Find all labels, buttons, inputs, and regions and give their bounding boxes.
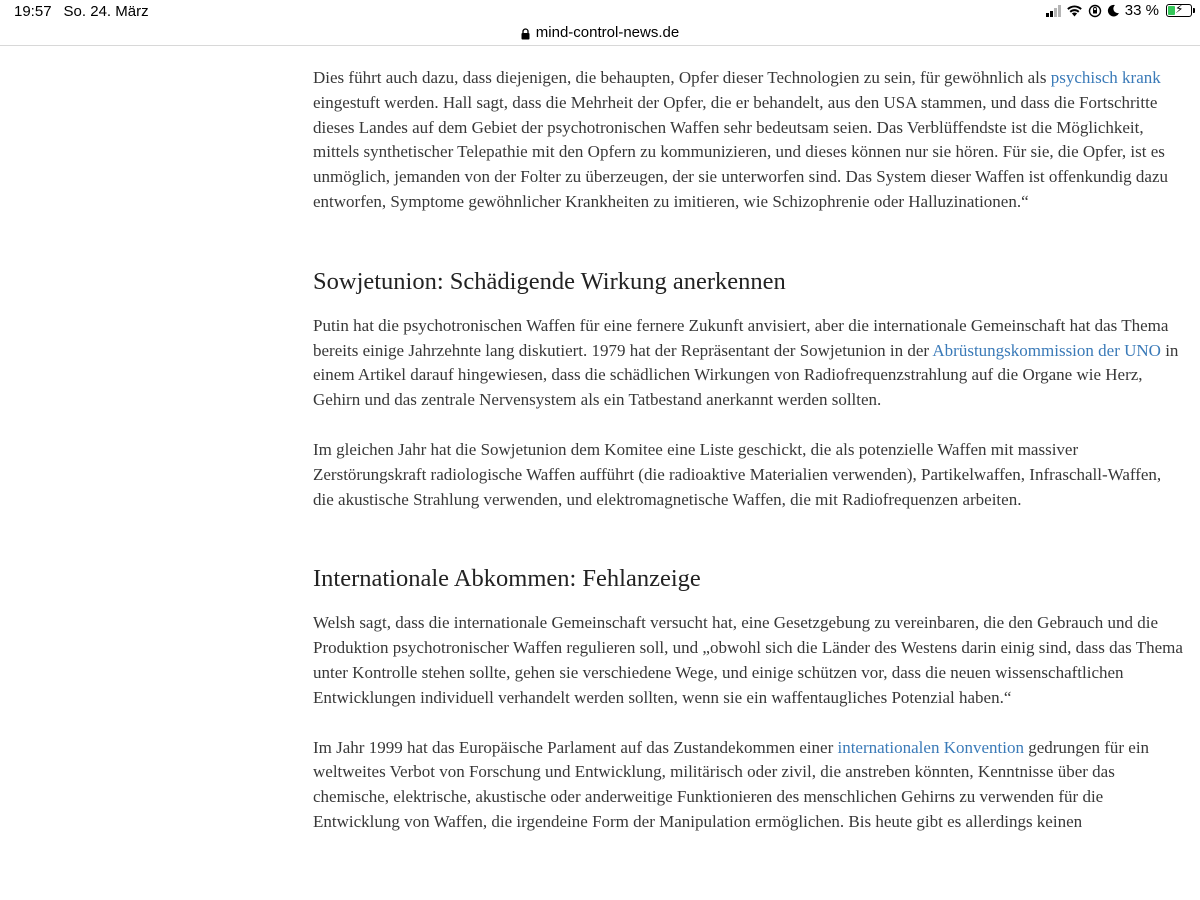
- status-right: [1046, 2, 1192, 19]
- paragraph-3: Im gleichen Jahr hat die Sowjetunion dem Komitee eine Liste geschickt, die als potenzielle Waffen mit massiver Zerstörungskraft radiologische Waffen aufführt (die radioaktive Materialien verwenden), Partikelwaffen, Infraschall-Waffen, die akustische Strahlung verwenden, und elektromagnetische Waffen, die mit Radiofrequenzen arbeiten.: [313, 439, 1162, 509]
- charging-bolt-icon: ⚡: [1175, 2, 1184, 16]
- status-left: [14, 3, 149, 20]
- paragraph-2-text-b: in einem Artikel darauf hingewiesen, dass die schädlichen Wirkungen von Radiofrequenzstrahlung auf die Organe wie Herz, Gehirn und das zentrale Nervensystem als ein Tatbestand anerkannt werden sollten.: [313, 340, 1179, 410]
- paragraph-1-text-a: Dies führt auch dazu, dass diejenigen, die behaupten, Opfer dieser Technologien zu sein, für gewöhnlich als: [313, 68, 1051, 87]
- screen-lock-rotation-icon: [1088, 4, 1102, 18]
- paragraph-1: [313, 66, 1183, 215]
- battery-level-fill: [1168, 6, 1175, 15]
- paragraph-2-text-a: Putin hat die psychotronischen Waffen für eine fernere Zukunft anvisiert, aber die internationale Gemeinschaft hat das Thema bereits einige Jahrzehnte lang diskutiert. 1979 hat der Repräsentant der Sowjetunion in der: [313, 315, 1169, 360]
- address-bar[interactable]: [0, 20, 1200, 46]
- link-internationale-konvention[interactable]: internationalen Konvention: [837, 737, 1024, 757]
- link-abruestungskommission[interactable]: Abrüstungskommission der UNO: [932, 340, 1161, 360]
- url-text[interactable]: mind-control-news.de: [535, 24, 680, 41]
- cellular-signal-icon: [1046, 5, 1061, 17]
- battery-percent: 33 %: [1124, 2, 1159, 19]
- paragraph-5-text-a: Im Jahr 1999 hat das Europäische Parlament auf das Zustandekommen einer: [313, 737, 838, 757]
- battery-charging-icon: [1166, 4, 1192, 17]
- status-time: 19:57: [14, 3, 52, 20]
- paragraph-5-text-b: gedrungen für ein weltweites Verbot von Forschung und Entwicklung, militärisch oder zivil, die anstreben könnten, Kenntnisse über das chemische, elektrische, akustische oder anderweitige Funktionieren des menschlichen Gehirns zu verwenden für die Entwicklung von Waffen, die irgendeine Form der Manipulation ermöglichen. Bis heute gibt es allerdings keinen: [313, 737, 1150, 831]
- paragraph-5: [313, 736, 1183, 835]
- status-date: So. 24. März: [63, 3, 149, 20]
- section-heading-abkommen: Internationale Abkommen: Fehlanzeige: [313, 565, 701, 593]
- wifi-icon: [1066, 4, 1083, 17]
- lock-icon: [521, 28, 530, 40]
- section-heading-sowjetunion: Sowjetunion: Schädigende Wirkung anerkennen: [313, 267, 786, 295]
- article-content: [313, 66, 1183, 835]
- paragraph-4: Welsh sagt, dass die internationale Gemeinschaft versucht hat, eine Gesetzgebung zu vereinbaren, die den Gebrauch und die Produktion psychotronischer Waffen regulieren soll, und „obwohl sich die Länder des Westens darin einig sind, dass das Thema unter Kontrolle stehen sollte, gehen sie verschiedene Wege, und einige schützen vor, dass die neuen wissenschaftlichen Entwicklungen individuell verhandelt werden sollten, wenn sie ein waffentaugliches Potenzial haben.“: [313, 613, 1183, 707]
- do-not-disturb-moon-icon: [1107, 4, 1120, 17]
- battery-nub: [1193, 8, 1195, 13]
- link-psychisch-krank[interactable]: psychisch krank: [1050, 68, 1161, 87]
- paragraph-1-text-b: eingestuft werden. Hall sagt, dass die Mehrheit der Opfer, die er behandelt, aus den USA stammen, und dass die Fortschritte dieses Landes auf dem Gebiet der psychotronischen Waffen sehr bedeutsam seien. Das Verblüffendste ist die Möglichkeit, mittels synthetischer Telepathie mit den Opfern zu kommunizieren, und dieses können nur sie hören. Für sie, die Opfer, ist es unmöglich, jemanden von der Folter zu überzeugen, der sie unterworfen sind. Das System dieser Waffen ist offenkundig dazu entworfen, Symptome gewöhnlicher Krankheiten zu imitieren, wie Schizophrenie oder Halluzinationen.“: [313, 92, 1169, 211]
- paragraph-2: [313, 314, 1183, 413]
